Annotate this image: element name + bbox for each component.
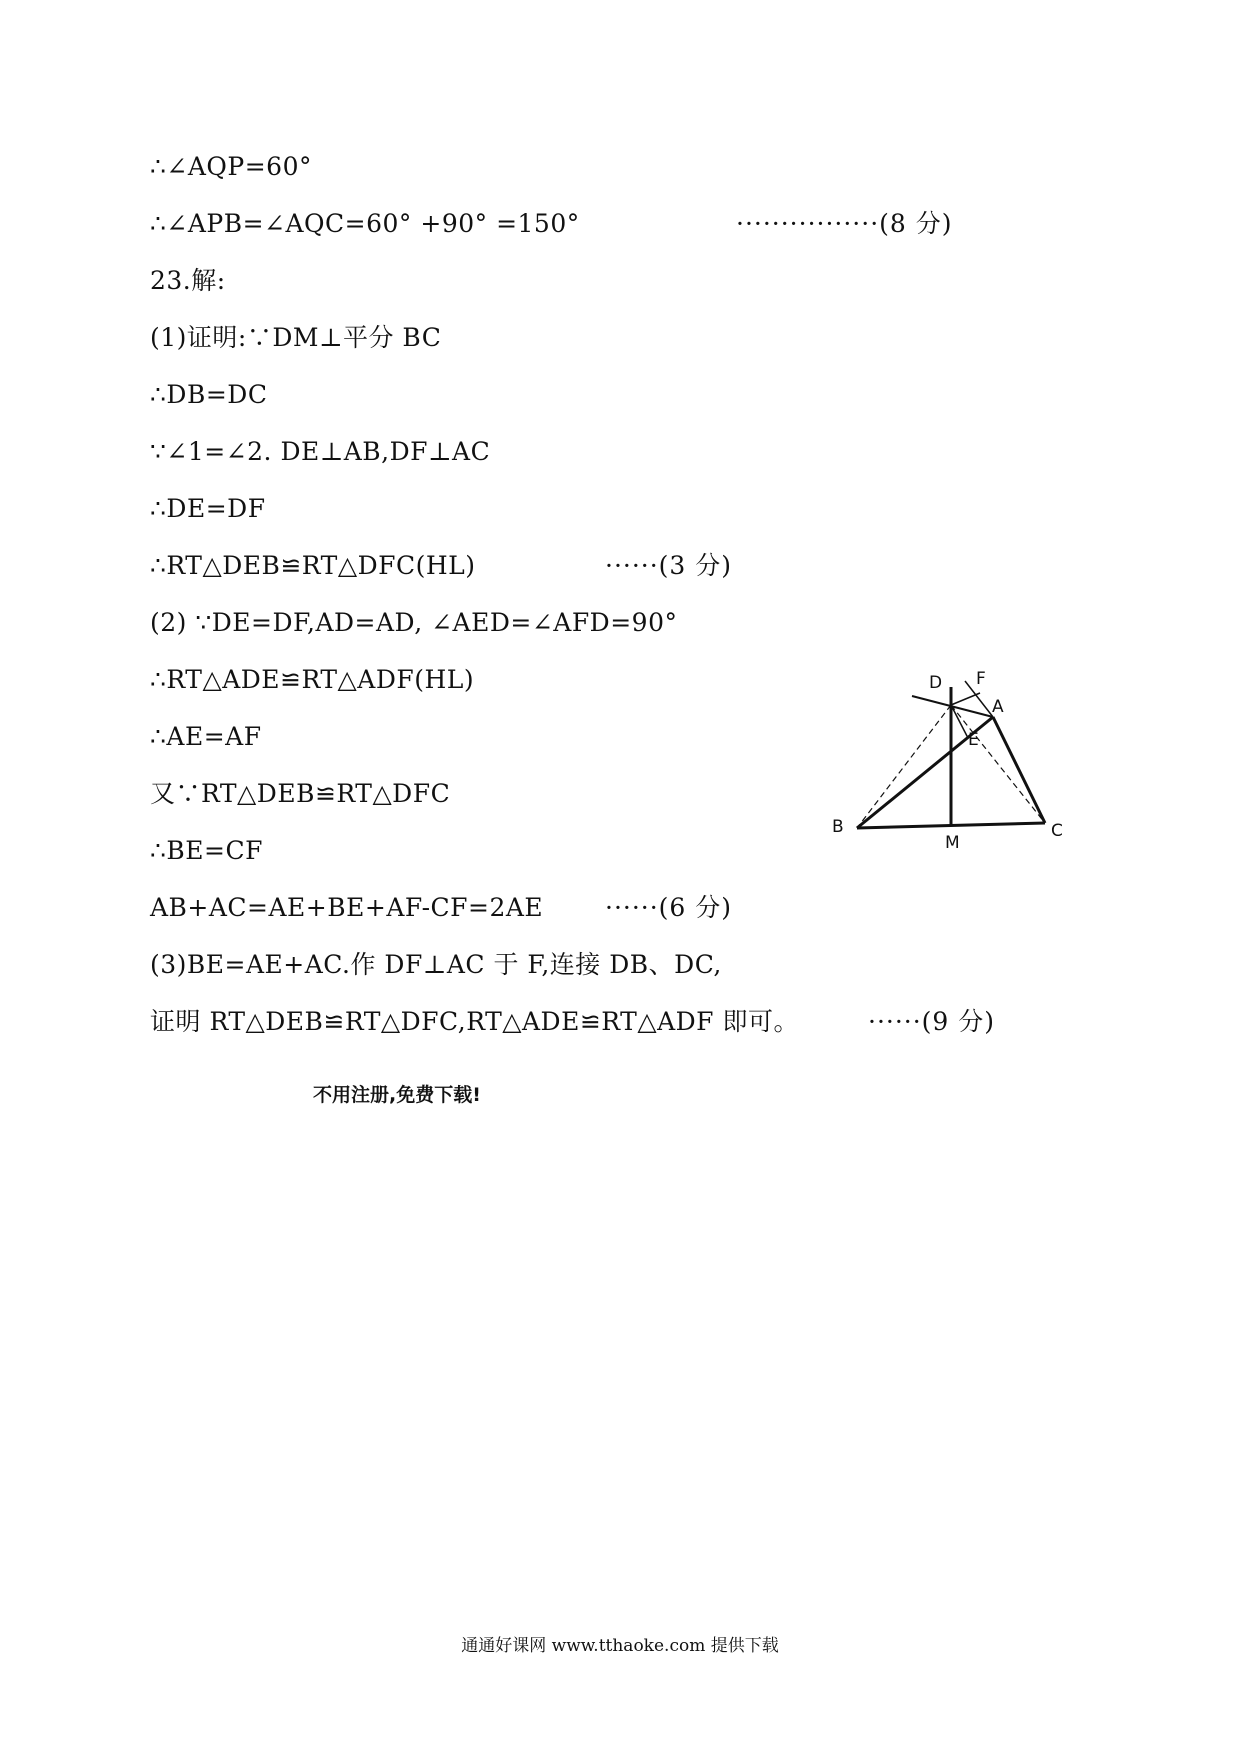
line-de-df: ∴DE=DF xyxy=(150,494,266,523)
label-a: A xyxy=(992,697,1004,717)
part-3-proof: 证明 RT△DEB≌RT△DFC,RT△ADE≌RT△ADF 即可。 xyxy=(150,1007,799,1036)
line-congruence-deb-dfc: ∴RT△DEB≌RT△DFC(HL) xyxy=(150,551,476,580)
geometry-figure xyxy=(820,670,1080,870)
part-2-statement: (2) ∵DE=DF,AD=AD, ∠AED=∠AFD=90° xyxy=(150,608,678,637)
label-d: D xyxy=(929,673,943,693)
line-again-congruence: 又∵RT△DEB≌RT△DFC xyxy=(150,779,451,808)
page-footer: 通通好课网 www.tthaoke.com 提供下载 xyxy=(461,1636,779,1656)
promo-text: 不用注册,免费下载! xyxy=(313,1084,481,1106)
label-c: C xyxy=(1051,821,1063,841)
line-angle-aqp: ∴∠AQP=60° xyxy=(150,152,312,181)
score-8: ················(8 分) xyxy=(736,209,953,238)
segment-ac xyxy=(993,717,1045,823)
label-f: F xyxy=(976,670,986,689)
line-db-dc: ∴DB=DC xyxy=(150,380,268,409)
part-3-statement: (3)BE=AE+AC.作 DF⊥AC 于 F,连接 DB、DC, xyxy=(150,950,722,979)
dashed-db xyxy=(857,705,951,828)
label-b: B xyxy=(832,817,844,837)
score-9: ······(9 分) xyxy=(868,1007,996,1036)
score-6: ······(6 分) xyxy=(605,893,733,922)
line-be-cf: ∴BE=CF xyxy=(150,836,263,865)
line-ae-af: ∴AE=AF xyxy=(150,722,262,751)
label-e: E xyxy=(968,730,979,750)
score-3: ······(3 分) xyxy=(605,551,733,580)
line-angle-apb: ∴∠APB=∠AQC=60° +90° =150° xyxy=(150,209,580,238)
problem-23-heading: 23.解: xyxy=(150,266,226,295)
segment-df xyxy=(951,693,980,705)
line-congruence-ade-adf: ∴RT△ADE≌RT△ADF(HL) xyxy=(150,665,475,694)
line-ab-ac-sum: AB+AC=AE+BE+AF-CF=2AE xyxy=(150,893,544,922)
line-angle-1-2: ∵∠1=∠2. DE⊥AB,DF⊥AC xyxy=(150,437,491,466)
part-1-proof: (1)证明:∵DM⊥平分 BC xyxy=(150,323,442,352)
dashed-dc xyxy=(951,705,1045,823)
label-m: M xyxy=(945,833,960,853)
